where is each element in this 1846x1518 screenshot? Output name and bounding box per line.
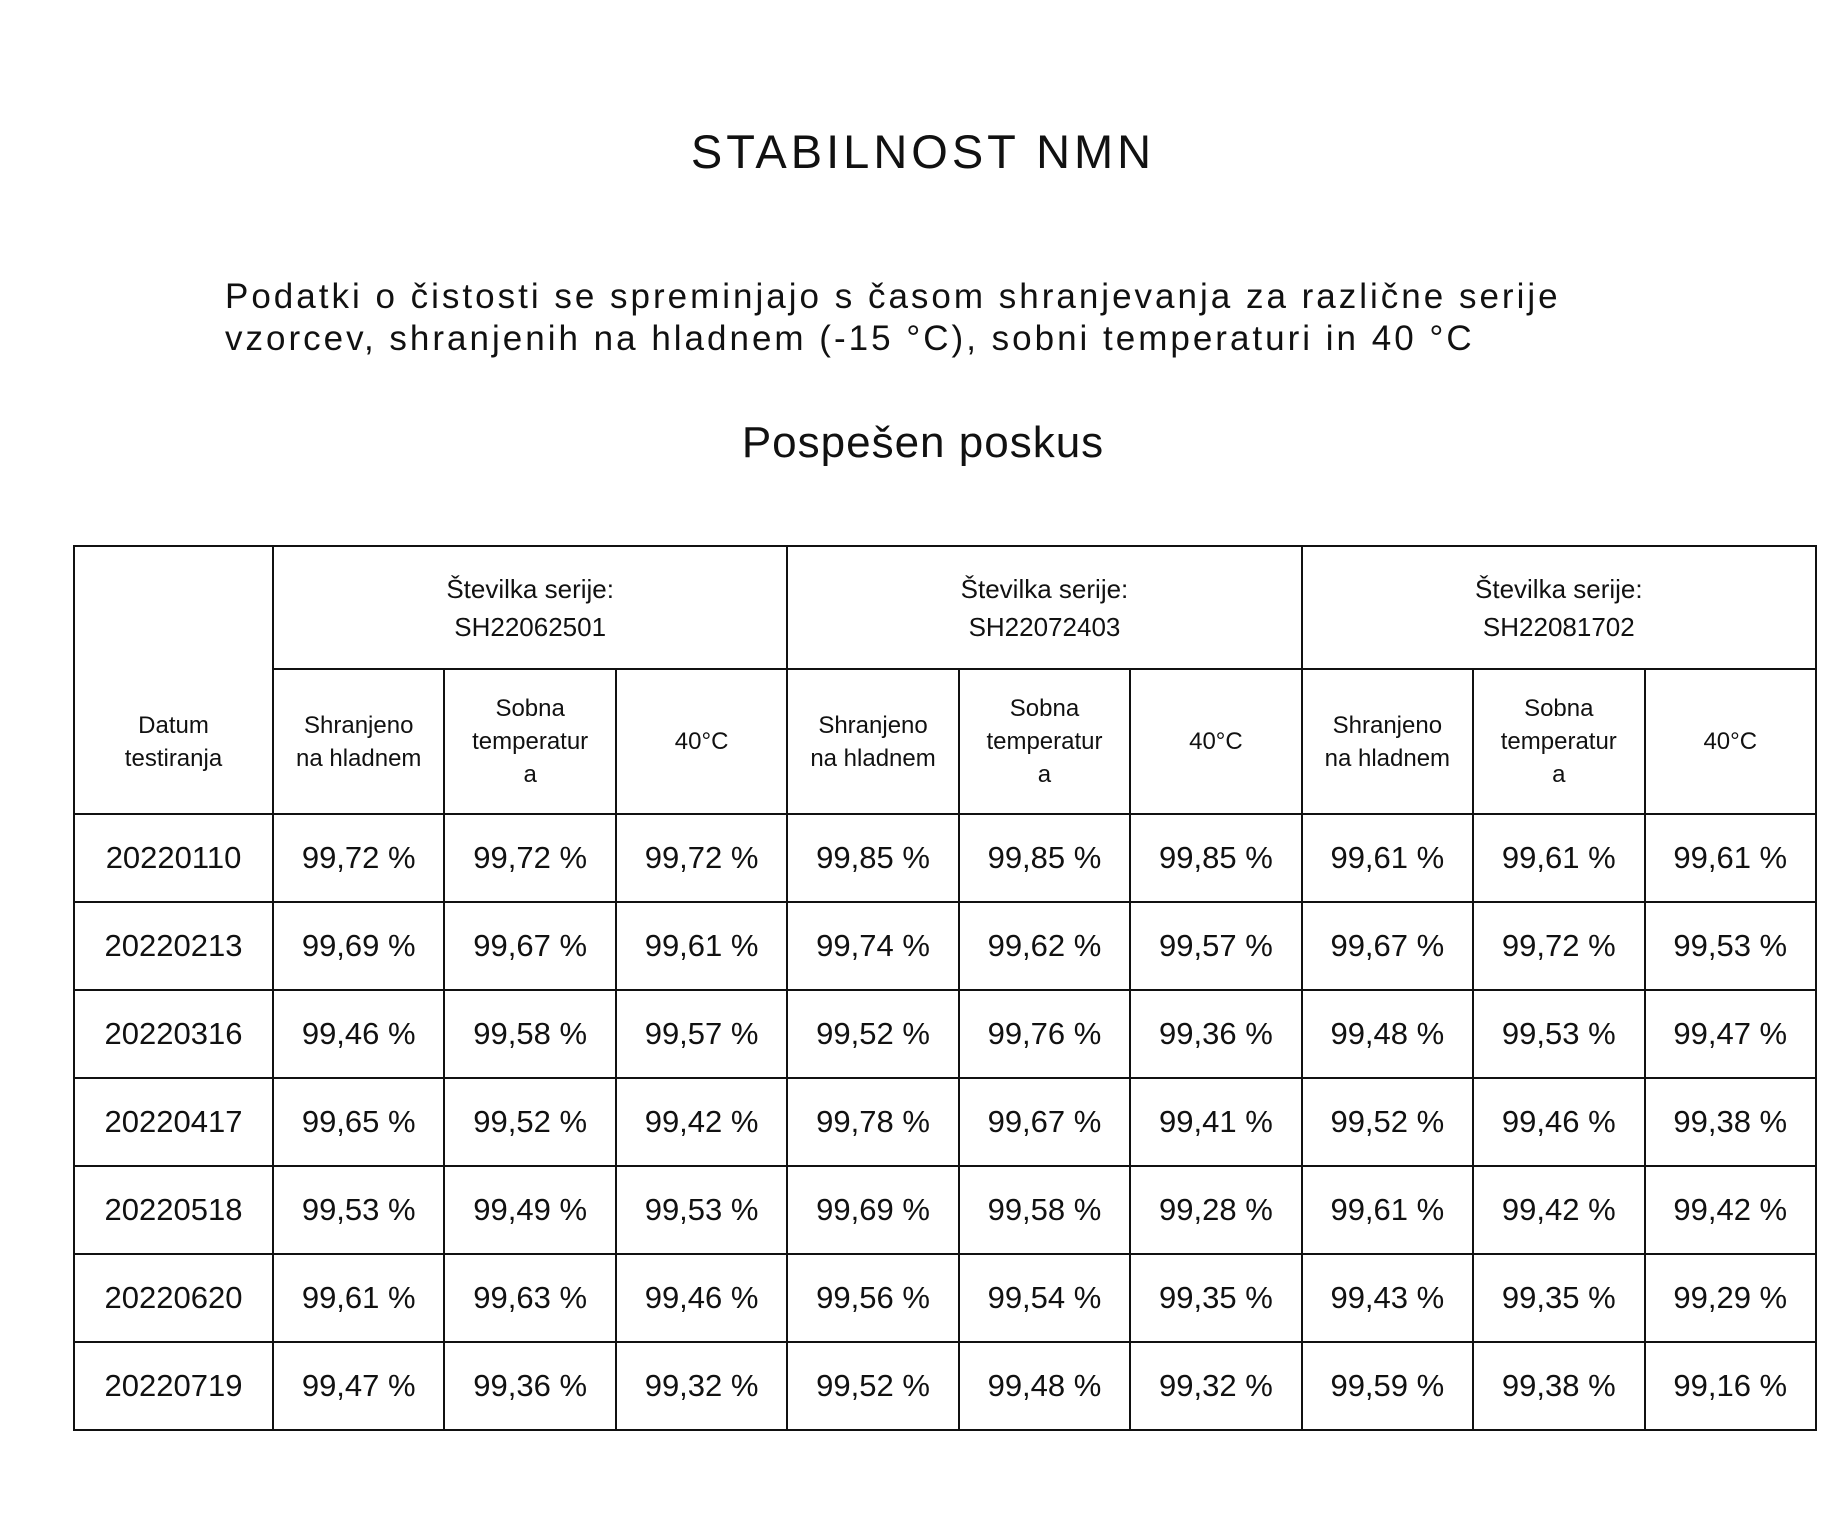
test-date-cell: 20220620 [74, 1254, 273, 1342]
condition-label-line2: na hladnem [1324, 744, 1451, 772]
batch-label: Številka serije: [960, 573, 1129, 604]
table-row [74, 1166, 1816, 1254]
condition-header-row [74, 669, 1816, 814]
table-row [74, 1254, 1816, 1342]
purity-cell: 99,35 % [1473, 1254, 1644, 1342]
purity-cell: 99,53 % [273, 1166, 444, 1254]
purity-cell: 99,85 % [1130, 814, 1301, 902]
table-row [74, 814, 1816, 902]
batch-label: Številka serije: [446, 573, 614, 604]
section-subtitle: Pospešen poskus [741, 418, 1105, 467]
test-date-cell: 20220417 [74, 1078, 273, 1166]
purity-cell: 99,32 % [616, 1342, 787, 1430]
purity-cell: 99,47 % [1645, 990, 1817, 1078]
purity-cell: 99,58 % [444, 990, 615, 1078]
batch-header-3 [1302, 546, 1816, 669]
cold-storage-header [787, 669, 958, 814]
purity-cell: 99,52 % [1302, 1078, 1473, 1166]
purity-cell: 99,46 % [273, 990, 444, 1078]
condition-label-line1: Sobna [1524, 695, 1594, 722]
purity-cell: 99,67 % [1302, 902, 1473, 990]
table-row [74, 1078, 1816, 1166]
batch-header-2 [787, 546, 1301, 669]
purity-cell: 99,32 % [1130, 1342, 1301, 1430]
purity-cell: 99,69 % [787, 1166, 958, 1254]
purity-cell: 99,63 % [444, 1254, 615, 1342]
purity-cell: 99,28 % [1130, 1166, 1301, 1254]
condition-label-line2: na hladnem [810, 744, 936, 772]
condition-label-line1: Shranjeno [1332, 711, 1443, 739]
purity-cell: 99,48 % [959, 1342, 1130, 1430]
test-date-cell: 20220316 [74, 990, 273, 1078]
description [225, 276, 1725, 360]
purity-cell: 99,67 % [444, 902, 615, 990]
purity-cell: 99,78 % [787, 1078, 958, 1166]
purity-cell: 99,42 % [1645, 1166, 1817, 1254]
room-temperature-header [1473, 669, 1644, 814]
purity-cell: 99,52 % [787, 1342, 958, 1430]
condition-label-line1: Shranjeno [818, 711, 928, 739]
purity-cell: 99,35 % [1130, 1254, 1301, 1342]
purity-cell: 99,61 % [1302, 1166, 1473, 1254]
table-row [74, 990, 1816, 1078]
condition-label-line1: Sobna [1009, 695, 1080, 722]
purity-cell: 99,62 % [959, 902, 1130, 990]
purity-cell: 99,67 % [959, 1078, 1130, 1166]
purity-cell: 99,72 % [616, 814, 787, 902]
room-temperature-header [959, 669, 1130, 814]
condition-label-line1: Shranjeno [304, 711, 414, 739]
purity-cell: 99,61 % [1473, 814, 1644, 902]
batch-code: SH22062501 [454, 611, 607, 642]
purity-cell: 99,38 % [1645, 1078, 1817, 1166]
condition-label-line3: a [523, 761, 537, 788]
purity-cell: 99,47 % [273, 1342, 444, 1430]
purity-cell: 99,42 % [1473, 1166, 1644, 1254]
purity-cell: 99,41 % [1130, 1078, 1301, 1166]
condition-label-line2: na hladnem [296, 744, 422, 772]
table-body [74, 814, 1816, 1430]
batch-header-1 [273, 546, 787, 669]
purity-cell: 99,52 % [444, 1078, 615, 1166]
page-title: STABILNOST NMN [690, 125, 1156, 178]
forty-degrees-header [1645, 669, 1817, 814]
purity-cell: 99,65 % [273, 1078, 444, 1166]
cold-storage-header [273, 669, 444, 814]
purity-cell: 99,54 % [959, 1254, 1130, 1342]
condition-label-line3: a [1552, 761, 1566, 788]
date-header [74, 546, 273, 814]
stability-table [73, 545, 1817, 1431]
test-date-cell: 20220719 [74, 1342, 273, 1430]
purity-cell: 99,36 % [1130, 990, 1301, 1078]
purity-cell: 99,49 % [444, 1166, 615, 1254]
forty-degrees-header [616, 669, 787, 814]
purity-cell: 99,48 % [1302, 990, 1473, 1078]
purity-cell: 99,53 % [1645, 902, 1817, 990]
condition-label-line2: temperatur [986, 728, 1103, 755]
purity-cell: 99,57 % [1130, 902, 1301, 990]
purity-cell: 99,46 % [616, 1254, 787, 1342]
purity-cell: 99,61 % [273, 1254, 444, 1342]
table-row [74, 902, 1816, 990]
forty-degrees-header [1130, 669, 1301, 814]
condition-label-line1: 40°C [1703, 728, 1758, 755]
purity-cell: 99,43 % [1302, 1254, 1473, 1342]
date-header-line-1: Datum [138, 712, 209, 739]
purity-cell: 99,85 % [959, 814, 1130, 902]
purity-cell: 99,29 % [1645, 1254, 1817, 1342]
date-header-line-2: testiranja [124, 745, 223, 772]
description-line-2: vzorcev, shranjenih na hladnem (-15 °C), sobni temperaturi in 40 °C [225, 319, 1475, 358]
purity-cell: 99,56 % [787, 1254, 958, 1342]
batch-label: Številka serije: [1475, 573, 1643, 604]
purity-cell: 99,52 % [787, 990, 958, 1078]
purity-cell: 99,38 % [1473, 1342, 1644, 1430]
condition-label-line1: 40°C [674, 728, 729, 755]
purity-cell: 99,61 % [616, 902, 787, 990]
purity-cell: 99,72 % [1473, 902, 1644, 990]
test-date-cell: 20220110 [74, 814, 273, 902]
purity-cell: 99,16 % [1645, 1342, 1817, 1430]
purity-cell: 99,59 % [1302, 1342, 1473, 1430]
batch-code: SH22072403 [968, 611, 1121, 642]
purity-cell: 99,46 % [1473, 1078, 1644, 1166]
purity-cell: 99,72 % [273, 814, 444, 902]
purity-cell: 99,57 % [616, 990, 787, 1078]
purity-cell: 99,53 % [1473, 990, 1644, 1078]
batch-code: SH22081702 [1482, 611, 1635, 642]
condition-label-line1: 40°C [1189, 728, 1243, 755]
purity-cell: 99,53 % [616, 1166, 787, 1254]
test-date-cell: 20220518 [74, 1166, 273, 1254]
purity-cell: 99,69 % [273, 902, 444, 990]
condition-label-line1: Sobna [495, 695, 565, 722]
purity-cell: 99,76 % [959, 990, 1130, 1078]
purity-cell: 99,36 % [444, 1342, 615, 1430]
table-row [74, 1342, 1816, 1430]
purity-cell: 99,61 % [1645, 814, 1817, 902]
room-temperature-header [444, 669, 615, 814]
purity-cell: 99,74 % [787, 902, 958, 990]
purity-cell: 99,42 % [616, 1078, 787, 1166]
purity-cell: 99,61 % [1302, 814, 1473, 902]
condition-label-line3: a [1037, 761, 1052, 788]
purity-cell: 99,58 % [959, 1166, 1130, 1254]
purity-cell: 99,72 % [444, 814, 615, 902]
batch-header-row [74, 546, 1816, 669]
cold-storage-header [1302, 669, 1473, 814]
test-date-cell: 20220213 [74, 902, 273, 990]
condition-label-line2: temperatur [1500, 728, 1617, 755]
condition-label-line2: temperatur [472, 728, 589, 755]
purity-cell: 99,85 % [787, 814, 958, 902]
description-line-1: Podatki o čistosti se spreminjajo s časom shranjevanja za različne serije [225, 277, 1561, 316]
